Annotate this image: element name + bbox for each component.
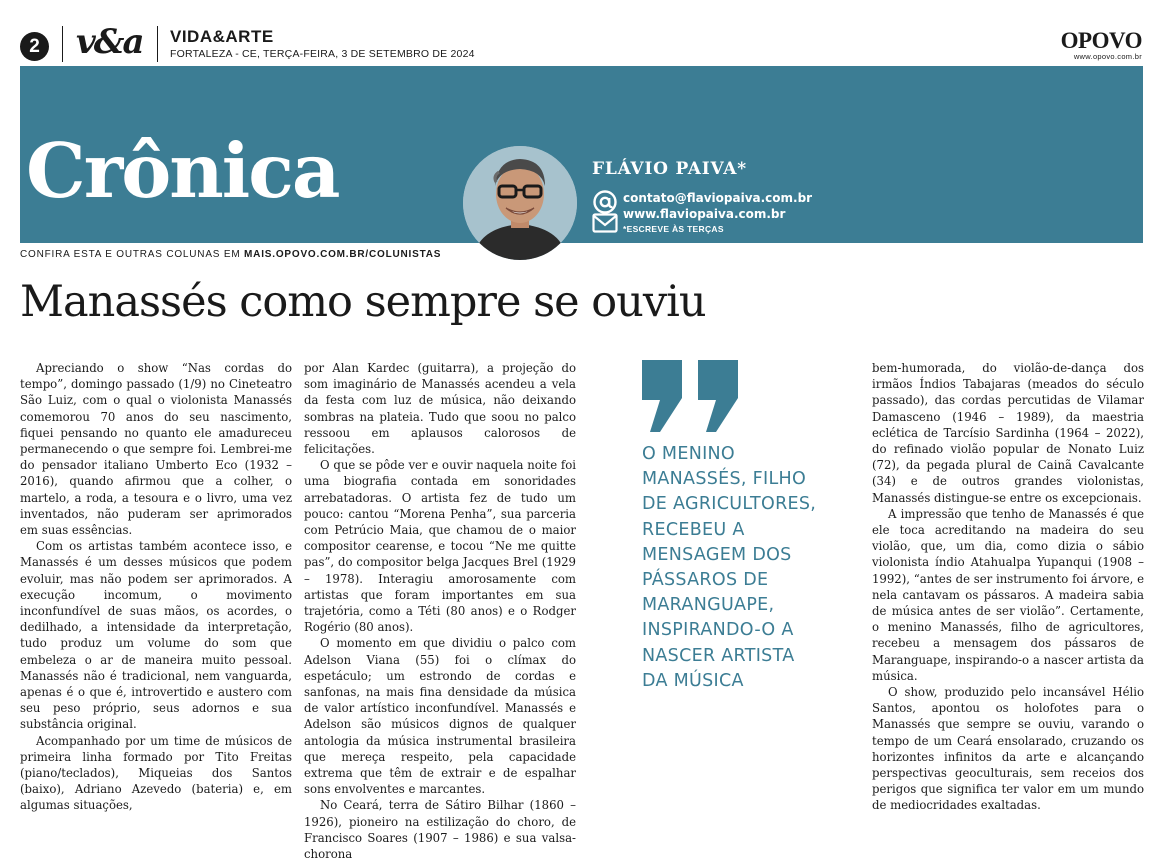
- promo-text: CONFIRA ESTA E OUTRAS COLUNAS EM: [20, 249, 241, 260]
- page-header: [0, 0, 1166, 66]
- pull-quote-line: DA MÚSICA: [642, 670, 744, 691]
- paragraph: bem-humorada, do violão-de-dança dos irmãos Índios Tabajaras (meados do século passado), das cordas percutidas de Vilamar Damasceno (1946 – 1989), da maestria eclética de Tarcísio Sardinha (1964 – 2022), do refinado violão popular de Nonato Luiz (72), da pegada plural de Cainã Cavalcante (34) e de outros grandes violonistas, Manassés distingue-se entre os excepcionais.: [872, 361, 1144, 505]
- edition-date: FORTALEZA - CE, TERÇA-FEIRA, 3 DE SETEMBRO DE 2024: [170, 48, 475, 60]
- quote-marks-icon: [642, 360, 742, 432]
- paragraph: Acompanhado por um time de músicos de primeira linha formado por Tito Freitas (piano/teclados), Miqueias dos Santos (baixo), Adriano Azevedo (bateria) e, em algumas situações,: [20, 733, 292, 813]
- schedule-note: *ESCREVE ÀS TERÇAS: [623, 224, 724, 234]
- pull-quote-line: PÁSSAROS DE: [642, 570, 769, 591]
- page-number: 2: [20, 32, 49, 61]
- paragraph: O show, produzido pelo incansável Hélio Santos, apontou os holofotes para o Manassés que sempre se ouviu, varando o tempo de um Ceará ensolarado, cruzando os horizontes infinitos da arte e alcançando perspectivas geoculturais, sem receios dos perigos que significa ter valor em um mundo de mediocridades exaltadas.: [872, 685, 1144, 813]
- author-name: FLÁVIO PAIVA*: [592, 159, 747, 179]
- author-photo: [463, 146, 577, 260]
- paragraph: No Ceará, terra de Sátiro Bilhar (1860 – 1926), pioneiro na estilização do choro, de Francisco Soares (1907 – 1986) e sua valsa-chorona: [304, 798, 576, 862]
- vida-arte-logo: v&a: [76, 22, 143, 62]
- column-banner: [20, 66, 1143, 243]
- article-column-1: [20, 360, 292, 814]
- author-portrait-icon: [463, 146, 577, 260]
- pull-quote-line: DE AGRICULTORES,: [642, 494, 817, 515]
- publisher-logo: OPOVO: [1060, 28, 1142, 53]
- pull-quote-line: O MENINO: [642, 444, 736, 464]
- pull-quote-line: INSPIRANDO-O A: [642, 620, 794, 641]
- article-headline: Manassés como sempre se ouviu: [20, 277, 706, 327]
- header-divider: [157, 26, 158, 62]
- paragraph: O que se pôde ver e ouvir naquela noite foi uma biografia contada em sonoridades arrebatadoras. O artista fez de tudo um pouco: cantou “Morena Penha”, sua parceria com Petrúcio Maia, que chamou de o maior compositor cearense, e tocou “Ne me quitte pas”, do compositor belga Jacques Brel (1929 – 1978). Interagiu amorosamente com artistas que foram importantes em sua trajetória, como a Téti (80 anos) e o Rodger Rogério (80 anos).: [304, 458, 576, 635]
- paragraph: Com os artistas também acontece isso, e Manassés é um desses músicos que podem evoluir, mas não podem ser aprimorados. A execução incomum, o movimento inconfundível de suas mãos, os acordes, o dedilhado, a intensidade da interpretação, tudo produz um volume do som que embeleza o ar de maneira muito pessoal. Manassés não é tradicional, nem vanguarda, apenas é o que é, introvertido e austero com seu peso próprio, seus adornos e sua substância original.: [20, 539, 292, 732]
- column-title: Crônica: [26, 127, 339, 215]
- publisher-url[interactable]: www.opovo.com.br: [1073, 52, 1142, 61]
- pull-quote-line: RECEBEU A: [642, 519, 745, 540]
- pull-quote-line: MANASSÉS, FILHO: [642, 469, 807, 490]
- article-column-4: [872, 360, 1144, 814]
- promo-line: [20, 249, 441, 260]
- paragraph: O momento em que dividiu o palco com Adelson Viana (55) foi o clímax do espetáculo; um estrondo de cordas e sanfonas, na mais fina densidade da música de valor artístico inconfundível. Manassés e Adelson são músicos dignos de qualquer antologia da música instrumental brasileira que mereça respeito, pela capacidade extrema que têm de extrair e de espalhar sons envolventes e marcantes.: [304, 636, 576, 797]
- pull-quote-line: MENSAGEM DOS: [642, 544, 792, 565]
- header-divider: [62, 26, 63, 62]
- paragraph: por Alan Kardec (guitarra), a projeção do som imaginário de Manassés acendeu a vela da festa com luz de música, não deixando sombras na plateia. Tudo que soou no palco ressoou em aplausos calorosos de felicitações.: [304, 361, 576, 457]
- at-sign-icon: [592, 189, 618, 215]
- paragraph: A impressão que tenho de Manassés é que ele toca acreditando na madeira do seu violão, que, um dia, como dizia o sábio violonista índio Atahualpa Yupanqui (1908 – 1992), “antes de ser instrumento foi árvore, e nela cantavam os pássaros. A madeira sabia de música antes de ser violão”. Certamente, o menino Manassés, filho de agricultores, recebeu a mensagem dos pássaros de Maranguape, inspirando-o a nascer artista da música.: [872, 506, 1144, 683]
- article-column-2: [304, 360, 576, 862]
- contact-email-link[interactable]: contato@flaviopaiva.com.br: [623, 191, 813, 205]
- contact-website-link[interactable]: www.flaviopaiva.com.br: [623, 207, 786, 221]
- pull-quote-line: MARANGUAPE,: [642, 595, 775, 616]
- pull-quote-line: NASCER ARTISTA: [642, 645, 795, 666]
- pull-quote: [642, 442, 852, 694]
- mail-icon: [592, 213, 618, 233]
- section-name: VIDA&ARTE: [170, 27, 274, 46]
- promo-link[interactable]: MAIS.OPOVO.COM.BR/COLUNISTAS: [244, 249, 442, 260]
- paragraph: Apreciando o show “Nas cordas do tempo”, domingo passado (1/9) no Cineteatro São Luiz, com o qual o violonista Manassés comemorou 70 anos do seu nascimento, fiquei pensando no quanto ele amadureceu permanecendo o que sempre foi. Lembrei-me do pensador italiano Umberto Eco (1932 – 2016), quando afirmou que a colher, o martelo, a roda, a tesoura e o livro, uma vez inventados, não puderam ser aprimorados em suas essências.: [20, 361, 292, 538]
